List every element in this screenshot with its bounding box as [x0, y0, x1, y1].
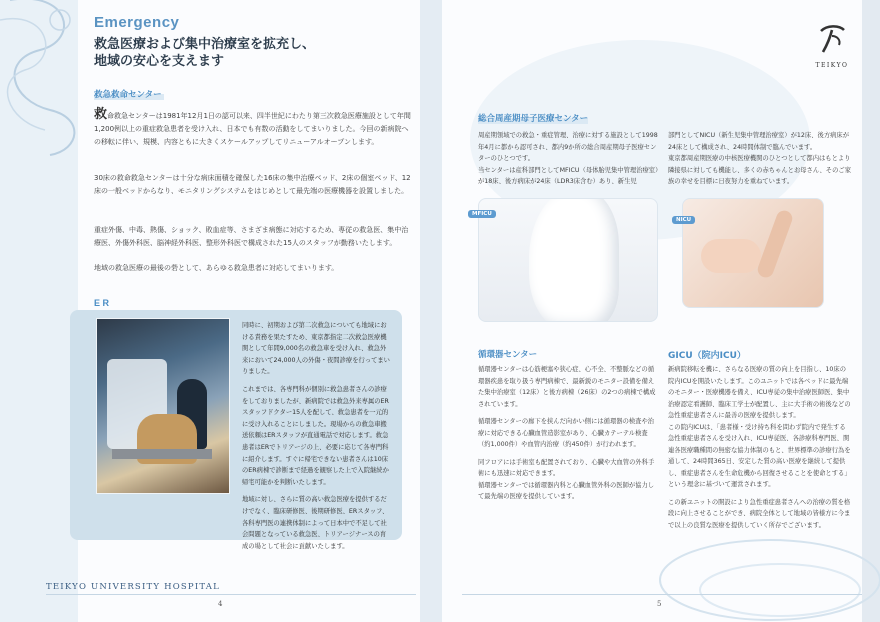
photo-shape-stretcher	[112, 449, 212, 459]
er-text-column	[242, 320, 392, 552]
er-center-subtitle: 救急救命センター	[94, 90, 162, 100]
cardio-text	[478, 364, 656, 503]
gicu-title: GICU（院内ICU）	[668, 351, 746, 361]
nicu-tag: NICU	[672, 216, 695, 224]
er-photo	[96, 318, 230, 494]
staff-paragraph: 重症外傷、中毒、熱傷、ショック、敗血症等、さまざま病態に対応するため、専従の救急医、集中治療医、外傷外科医、脳神経外科医、整形外科医で構成された15人のスタッフが勤務いたします。	[94, 226, 409, 247]
footer-rule-right	[462, 594, 862, 595]
cardio-paragraph-2: 循環器センターの廊下を挟んだ向かい側には循環器の検査や治療に対応できる心臓血管造影室があり、心臓カテーテル検査（約1,000件）や血管内治療（約450件）が行われます。	[478, 418, 655, 448]
er-paragraph-3: 地域に対し、さらに質の高い救急医療を提供するだけでなく、臨床研修医、後期研修医、ERスタッフ、各科専門医の連携体制によって日本中で不足して社会問題となっている救急医、トリアージナースの育成の場として社会に貢献いたします。	[242, 496, 389, 550]
perinatal-paragraph-4: 東京都周産期医療の中核医療機関のひとつとして都内はもとより隣接県に対しても機能し、多くの赤ちゃんとお母さん、そのご家族の幸せを目標に日夜努力を重ねています。	[668, 155, 851, 185]
perinatal-col-1	[478, 130, 662, 188]
gicu-paragraph-2: この院内ICUは、「患者様・受け持ち科を問わず院内で発生する急性重症患者さんを受け入れ、ICU専従医、各診療科専門医、関連各医療職種間の無密な協力体制のもと、世界標準の診療行為を通して、24時間365日、安定した質の高い医療を継続して提供し、重症患者さんを生命危機から回復させることを使命とする」という理念に基づいて運営されます。	[668, 423, 851, 488]
er-paragraph-2: これまでは、各専門科が個別に救急患者さんの診療をしておりましたが、新病院では救急外来専属のERスタッフドクター15人を配して、救急患者を一元的に受け入れることにしました。現場からの救急車搬送依頼はERスタッフが直通電話で対応します。救急患者はERでトリアージの上、必要に応じて各専門科に紹介します。すぐに帰宅できない患者さんは10床のER病棟で診断まで経過を観察した上で入院継続か帰宅可能かを判断いたします。	[242, 385, 389, 486]
nicu-photo	[682, 198, 824, 308]
mission-paragraph: 地域の救急医療の最後の砦として、あらゆる救急患者に対応してまいります。	[94, 264, 339, 272]
perinatal-paragraph-2: 当センターは産科部門としてMFICU（母体胎児集中管理治療室）が18床、後方病床が24床（LDR3床含む）あり、新生児	[478, 166, 662, 185]
perinatal-paragraph-3: 部門としてNICU（新生児集中管理治療室）が12床、後方病床が24床として構成され、24時間体制で臨んでいます。	[668, 132, 850, 151]
gicu-paragraph-1: 新病院移転を機に、さらなる医療の質の向上を目指し、10床の院内ICUを開設いたします。このユニットでは各ベッドに最先端のモニター・医療機器を備え、ICU専従の集中治療医師医、集中治療認定看護師、臨床工学士が配置し、主に大手術の術後などの急性重症患者さんに最善の医療を提供します。	[668, 366, 851, 419]
section-label: Emergency	[94, 14, 180, 31]
page-number-right: 5	[657, 600, 662, 608]
center-fold-band	[420, 0, 442, 622]
perinatal-col-2	[668, 130, 852, 188]
photo-shape-belly	[529, 198, 619, 322]
er-paragraph-1: 同時に、初期および第二次救急についても地域における責務を果たすため、東京都指定二次救急医療機関として年間9,000名の救急車を受け入れ、救急外来において24,000人の外傷・夜間診療を行ってまいりました。	[242, 322, 390, 376]
heading-line-1: 救急医療および集中治療室を拡充し、	[94, 37, 316, 52]
photo-shape-baby-hand	[701, 239, 761, 273]
cardio-paragraph-3: 同フロアには手術室も配置されており、心臓や大血管の外科手術にも迅速に対応できます。	[478, 458, 655, 477]
logo-wordmark: TEIKYO	[815, 62, 849, 69]
intro-text: 命救急センターは1981年12月1日の認可以来、四半世紀にわたり第三次救急医療施設として年間1,200例以上の重症救急患者を受け入れ、日本でも有数の活動をしてまいりました。今回の新病院への移転に伴い、規模、内容ともに大きくスケールアップしてリニューアルオープンします。	[94, 112, 411, 146]
photo-shape-finger	[756, 208, 795, 279]
perinatal-title: 総合周産期母子医療センター	[478, 114, 589, 124]
mficu-photo	[478, 198, 658, 322]
logo-mark-icon	[815, 22, 849, 56]
gicu-text	[668, 364, 852, 531]
teikyo-logo	[808, 22, 856, 72]
intro-dropcap: 救	[94, 107, 108, 122]
cardio-paragraph-4: 循環器センターでは循環器内科と心臓血管外科の医師が協力して最先端の医療を提供しています。	[478, 481, 655, 500]
mficu-tag: MFICU	[468, 210, 496, 218]
footer-hospital-name: TEIKYO UNIVERSITY HOSPITAL	[46, 582, 220, 592]
swirl-decoration	[0, 0, 100, 160]
beds-paragraph: 30床の救命救急センターは十分な病床面積を確保した16床の集中治療ベッド、2床の個室ベッド、12床の一般ベッドからなり、モニタリングシステムをはじめとして最先端の医療機器を設置しました。	[94, 174, 411, 195]
gicu-paragraph-3: この新ユニットの開設により急性重症患者さんへの治療の質を格段に向上させることができ、病院全体として地域の皆様方に今まで以上の良質な医療を提供していく所存でございます。	[668, 498, 851, 529]
footer-rule-left	[46, 594, 416, 595]
er-heading: E R	[94, 298, 110, 308]
cardio-paragraph-1: 循環器センターは心筋梗塞や狭心症、心不全、不整脈などの循環器疾患を取り扱う専門病棟で、最新鋭のモニター設備を備えた集中治療室（12床）と後方病棟（26床）の2つの病棟で構成されています。	[478, 366, 656, 408]
heading-line-2: 地域の安心を支えます	[94, 54, 225, 69]
page-number-left: 4	[218, 600, 223, 608]
perinatal-paragraph-1: 周産期領域での救急・重症管理、治療に対する施設として1998年4月に都から認可され、都内9か所の総合周産期母子医療センターのひとつです。	[478, 132, 658, 162]
intro-paragraph	[94, 108, 412, 149]
page-heading	[94, 36, 315, 70]
cardio-title: 循環器センター	[478, 350, 538, 360]
